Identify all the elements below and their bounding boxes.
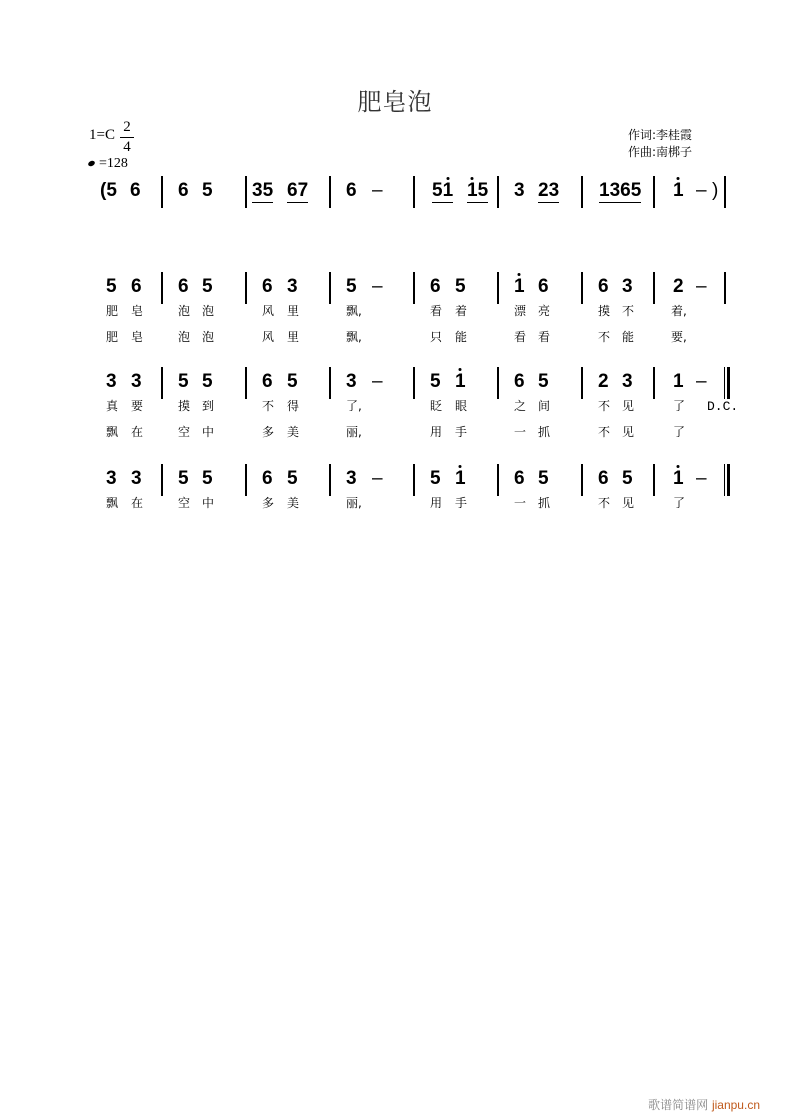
note: 3 [106, 371, 117, 392]
lyric: 一 [513, 496, 526, 510]
dash: – [372, 276, 383, 297]
bar-line [653, 464, 655, 496]
note: 5 [202, 371, 213, 392]
bar-line [329, 272, 331, 304]
watermark-cn: 歌谱简谱网 [648, 1098, 709, 1112]
bar-line [245, 367, 247, 399]
bar-line [161, 176, 163, 208]
note: 3 [131, 371, 142, 392]
note: 6 [598, 276, 609, 297]
da-capo-mark: D.C. [707, 399, 739, 414]
tempo-marking [88, 156, 128, 172]
note: 6 [131, 276, 142, 297]
lyric: 不 [597, 399, 610, 413]
note: 6 [178, 276, 189, 297]
dash: – [696, 276, 707, 297]
lyric: 风 [261, 330, 274, 344]
note: 3 [622, 276, 633, 297]
lyric: 风 [261, 304, 274, 318]
bar-line [245, 272, 247, 304]
note: 3 [131, 468, 142, 489]
lyric: 眼 [454, 399, 467, 413]
lyric: 见 [621, 399, 634, 413]
lyric: 美 [286, 496, 299, 510]
lyric: 了, [346, 399, 362, 413]
bar-line [653, 272, 655, 304]
lyric: 飘 [105, 425, 118, 439]
bar-line [329, 176, 331, 208]
composer: 作曲:南梆子 [628, 145, 693, 159]
lyric: 不 [597, 425, 610, 439]
note: 5 [287, 371, 298, 392]
bar-line [497, 176, 499, 208]
lyric: 能 [454, 330, 467, 344]
note: 6 [514, 371, 525, 392]
fraction-line [120, 137, 134, 138]
note: (5 [100, 180, 117, 201]
lyric: 飘, [346, 330, 362, 344]
time-signature-bottom: 4 [123, 139, 131, 155]
note-eighth: 51 [432, 180, 454, 201]
bar-line [497, 367, 499, 399]
lyric: 多 [261, 496, 274, 510]
credits [628, 127, 692, 161]
bar-line [581, 367, 583, 399]
lyric: 里 [286, 304, 299, 318]
bar-line [245, 176, 247, 208]
dash: – [372, 468, 383, 489]
time-signature-top: 2 [123, 119, 131, 135]
lyric: 肥 [105, 304, 118, 318]
lyric: 不 [261, 399, 274, 413]
note-high: 1 [673, 468, 684, 489]
lyric: 中 [201, 425, 214, 439]
lyric: 看 [429, 304, 442, 318]
note: 5 [287, 468, 298, 489]
note: 6 [262, 468, 273, 489]
lyric: 能 [621, 330, 634, 344]
note-eighth: 23 [538, 180, 560, 201]
lyric: 要, [671, 330, 687, 344]
watermark [648, 1096, 760, 1113]
dash: – [696, 180, 707, 201]
lyric: 了 [672, 399, 685, 413]
lyric: 看 [513, 330, 526, 344]
lyric: 皂 [130, 330, 143, 344]
lyric: 用 [429, 496, 442, 510]
lyric: 着, [671, 304, 687, 318]
bar-line [413, 176, 415, 208]
lyric: 摸 [177, 399, 190, 413]
lyric: 看 [537, 330, 550, 344]
note: 5 [202, 276, 213, 297]
lyric: 丽, [346, 496, 362, 510]
lyric: 见 [621, 425, 634, 439]
lyric: 用 [429, 425, 442, 439]
dash: – [372, 180, 383, 201]
bar-line [724, 272, 726, 304]
lyric: 泡 [201, 330, 214, 344]
bar-line [581, 272, 583, 304]
dash: – [696, 468, 707, 489]
bar-line [245, 464, 247, 496]
bar-line [329, 464, 331, 496]
lyric: 之 [513, 399, 526, 413]
note: 6 [538, 276, 549, 297]
lyric: 美 [286, 425, 299, 439]
note: 5 [430, 468, 441, 489]
lyric: 了 [672, 425, 685, 439]
note-high: 1 [514, 276, 525, 297]
quarter-note-icon [87, 160, 95, 167]
lyric: 不 [621, 304, 634, 318]
bar-line [653, 367, 655, 399]
bar-line [724, 176, 726, 208]
bar-line [581, 176, 583, 208]
watermark-site: jianpu.cn [711, 1098, 760, 1112]
lyric: 抓 [537, 496, 550, 510]
note: 5 [622, 468, 633, 489]
lyric: 真 [105, 399, 118, 413]
note: 5 [106, 276, 117, 297]
lyric: 空 [177, 425, 190, 439]
bar-line [497, 464, 499, 496]
lyric: 手 [454, 496, 467, 510]
lyric: 泡 [177, 304, 190, 318]
bar-line [329, 367, 331, 399]
lyric: 着 [454, 304, 467, 318]
lyric: 在 [130, 425, 143, 439]
note: 3 [622, 371, 633, 392]
lyric: 空 [177, 496, 190, 510]
lyric: 飘, [346, 304, 362, 318]
lyric: 多 [261, 425, 274, 439]
note: 5 [178, 468, 189, 489]
lyric: 间 [537, 399, 550, 413]
lyric: 中 [201, 496, 214, 510]
lyric: 亮 [537, 304, 550, 318]
lyricist: 作词:李桂霞 [628, 128, 693, 142]
note: 5 [538, 468, 549, 489]
lyric: 泡 [201, 304, 214, 318]
lyric: 见 [621, 496, 634, 510]
note: 5 [346, 276, 357, 297]
note-eighth: 15 [467, 180, 489, 201]
note: 6 [262, 276, 273, 297]
final-double-bar-line [724, 464, 731, 496]
song-title: 肥皂泡 [357, 88, 433, 116]
note-sixteenth: 1365 [599, 180, 642, 201]
note: 6 [598, 468, 609, 489]
lyric: 在 [130, 496, 143, 510]
note-high: 1 [673, 180, 684, 201]
note: 6 [346, 180, 357, 201]
note: 5 [178, 371, 189, 392]
note: 6 [262, 371, 273, 392]
lyric: 皂 [130, 304, 143, 318]
bar-line [653, 176, 655, 208]
dash: – [696, 371, 707, 392]
lyric: 眨 [429, 399, 442, 413]
note: 2 [598, 371, 609, 392]
close-paren: ) [712, 180, 719, 201]
lyric: 得 [286, 399, 299, 413]
note: 5 [538, 371, 549, 392]
lyric: 飘 [105, 496, 118, 510]
note: 3 [346, 371, 357, 392]
time-signature [120, 119, 134, 156]
lyric: 里 [286, 330, 299, 344]
note: 3 [287, 276, 298, 297]
lyric: 抓 [537, 425, 550, 439]
lyric: 到 [201, 399, 214, 413]
note: 6 [514, 468, 525, 489]
lyric: 只 [429, 330, 442, 344]
note: 6 [430, 276, 441, 297]
note: 3 [346, 468, 357, 489]
lyric: 了 [672, 496, 685, 510]
note-high: 1 [455, 468, 466, 489]
lyric: 一 [513, 425, 526, 439]
lyric: 漂 [513, 304, 526, 318]
bar-line [413, 367, 415, 399]
key-signature: 1=C [89, 127, 115, 143]
note-high: 1 [455, 371, 466, 392]
note-eighth: 67 [287, 180, 309, 201]
tempo-value: =128 [99, 156, 128, 171]
bar-line [413, 464, 415, 496]
note: 5 [202, 468, 213, 489]
bar-line [413, 272, 415, 304]
lyric: 摸 [597, 304, 610, 318]
note-eighth: 35 [252, 180, 274, 201]
note: 3 [514, 180, 525, 201]
note: 5 [455, 276, 466, 297]
bar-line [161, 464, 163, 496]
bar-line [581, 464, 583, 496]
dash: – [372, 371, 383, 392]
note: 2 [673, 276, 684, 297]
note: 6 [130, 180, 141, 201]
lyric: 手 [454, 425, 467, 439]
note: 3 [106, 468, 117, 489]
note: 5 [202, 180, 213, 201]
note: 6 [178, 180, 189, 201]
lyric: 肥 [105, 330, 118, 344]
lyric: 要 [130, 399, 143, 413]
lyric: 不 [597, 496, 610, 510]
double-bar-line [724, 367, 731, 399]
bar-line [497, 272, 499, 304]
lyric: 不 [597, 330, 610, 344]
bar-line [161, 367, 163, 399]
note: 1 [673, 371, 684, 392]
lyric: 泡 [177, 330, 190, 344]
intro-notes [0, 180, 790, 210]
bar-line [161, 272, 163, 304]
note: 5 [430, 371, 441, 392]
lyric: 丽, [346, 425, 362, 439]
